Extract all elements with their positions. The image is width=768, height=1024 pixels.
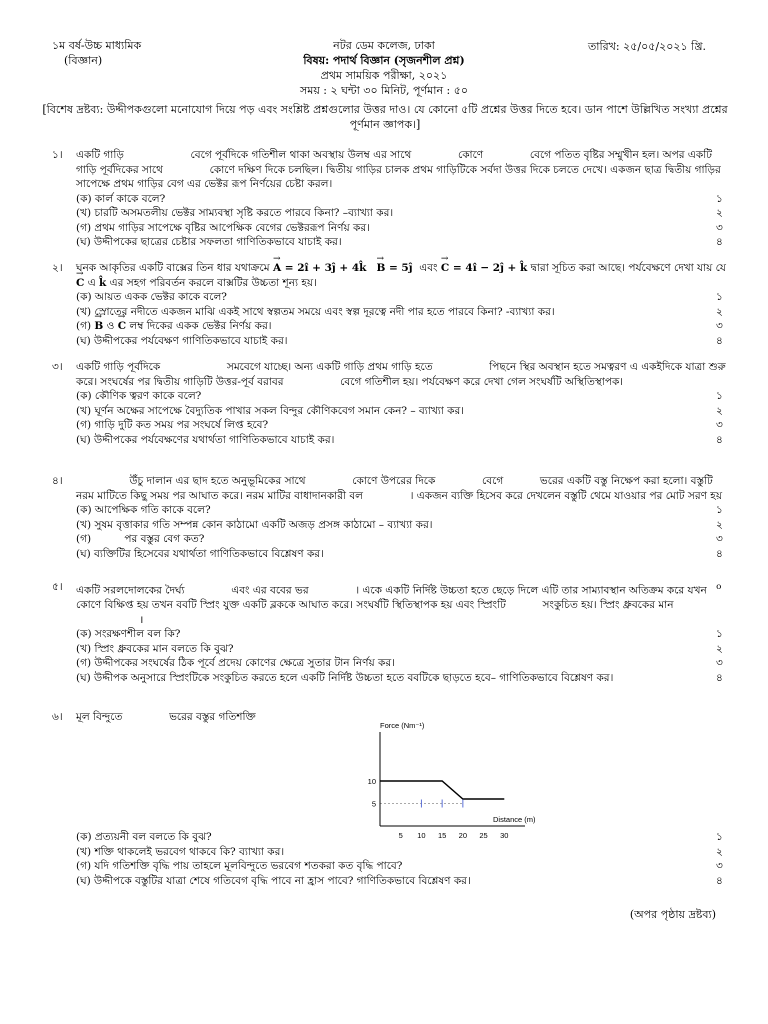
stem-part: এবং bbox=[419, 262, 438, 274]
x-axis-label: Distance (m) bbox=[493, 815, 536, 824]
stem-part: একটি গাড়ি পূর্বদিকে bbox=[76, 361, 161, 373]
y-axis-label: Force (Nm⁻¹) bbox=[380, 721, 425, 730]
question-number: ৩। bbox=[52, 361, 63, 373]
mark: ৩ bbox=[716, 419, 723, 431]
question-number: ৪। bbox=[52, 475, 63, 487]
exam-name: প্রথম সাময়িক পরীক্ষা, ২০২১ bbox=[320, 69, 448, 82]
sub-question: (খ) চারটি অসমতলীয় ভেক্টর সাম্যবস্থা সৃষ্টি করতে পারবে কিনা? –ব্যাখ্যা কর। ২ bbox=[52, 206, 732, 221]
stem-part: দ্বারা সূচিত করা আছে। পর্যবেক্ষণে দেখা যায় যে bbox=[530, 262, 726, 274]
college-name: নটর ডেম কলেজ, ঢাকা bbox=[333, 39, 435, 52]
stem-part: সংকুচিত হয়। স্প্রিং ধ্রুবকের মান bbox=[542, 599, 674, 611]
x-tick-label: 10 bbox=[417, 831, 426, 840]
mark: ৩ bbox=[716, 657, 723, 669]
sub-question: (ক) আপেক্ষিক গতি কাকে বলে? ১ bbox=[52, 503, 732, 518]
stem-part: কোণে bbox=[457, 149, 484, 161]
stem-part: কোণে দক্ষিণ দিকে চলছিল। দ্বিতীয় গাড়ির চালক প্রথম গাড়িটিকে সর্বদা উত্তর দিকে চলতে দেখে। একজন ছাত্র দ্বিতীয় গাড়ির সাপেক্ষে প্রথম গাড়ির বেগ এর ভেক্টর রূপ নির্ণয়ের চেষ্টা করল। bbox=[76, 163, 721, 190]
stem-part: বেগে পূর্বদিকে গতিশীল থাকা অবস্থায় উলম্ব এর সাথে bbox=[190, 149, 412, 161]
stem-part: ভরের একটি বস্তু নিক্ষেপ করা হলো। বস্তুটি নরম মাটিতে কিছু সময় পর আঘাত করে। নরম মাটির বাধাদানকারী বল bbox=[76, 475, 713, 502]
class-line: ১ম বর্ষ-উচ্চ মাধ্যমিক bbox=[52, 39, 142, 52]
question-4 bbox=[52, 474, 732, 561]
question-1 bbox=[52, 148, 732, 250]
mark: ১ bbox=[716, 831, 723, 843]
sub-question: (গ) যদি গতিশক্তি বৃদ্ধি পায় তাহলে মূলবিন্দুতে ভরবেগ শতকরা কত বৃদ্ধি পাবে? ৩ bbox=[52, 859, 732, 874]
x-tick-label: 20 bbox=[458, 831, 468, 840]
sub-question: (খ) স্রোতের নদীতে একজন মাঝি একই সাথে স্বল্পতম সময়ে এবং স্বল্প দূরত্বে নদী পার হতে পারবে কিনা? -ব্যাখ্যা কর। ২ bbox=[52, 305, 732, 320]
stem-part: মূল বিন্দুতে bbox=[76, 711, 123, 723]
mark: ৩ bbox=[716, 320, 723, 332]
sub-question: (ঘ) উদ্দীপকের পর্যবেক্ষণের যথার্থতা গাণিতিকভাবে যাচাই কর। ৪ bbox=[52, 433, 732, 448]
sub-question: (ক) প্রত্যয়নী বল বলতে কি বুঝ? ১ bbox=[52, 830, 732, 845]
question-number: ৬। bbox=[52, 711, 63, 723]
sub-question: (গ) গাড়ি দুটি কত সময় পর সংঘর্ষে লিপ্ত হবে? ৩ bbox=[52, 418, 732, 433]
force-distance-graph bbox=[340, 716, 540, 846]
sub-question: (খ) শক্তি থাকলেই ভরবেগ থাকবে কি? ব্যাখ্যা কর। ২ bbox=[52, 845, 732, 860]
question-stem bbox=[76, 148, 732, 192]
mark: ৪ bbox=[716, 547, 723, 560]
stem-part: বেগে পতিত বৃষ্টির সম্মুখীন হল। অপর একটি গাড়ি পূর্বদিকের সাথে bbox=[76, 149, 712, 176]
sub-question: (ক) সংরক্ষণশীল বল কি? ১ bbox=[52, 627, 732, 642]
mark: ২ bbox=[716, 845, 723, 858]
stem-part: ভরের বস্তুর গতিশক্তি bbox=[169, 711, 256, 723]
mark: ১ bbox=[716, 628, 723, 640]
stem-part: সমবেগে যাচ্ছে। অন্য একটি গাড়ি প্রথম গাড়ি হতে bbox=[226, 361, 433, 373]
class-info bbox=[52, 38, 141, 68]
sub-question: (গ) উদ্দীপকের সংঘর্ষের ঠিক পূর্বে প্রদেয় কোণের ক্ষেত্রে সুতার টান নির্ণয় কর। ৩ bbox=[52, 656, 732, 671]
mark: ৪ bbox=[716, 874, 723, 887]
sub-question: (গ) পর বস্তুর বেগ কত? ৩ bbox=[52, 532, 732, 547]
stem-part: । একজন ব্যক্তি হিসেব করে দেখলেন বস্তুটি থেমে যাওয়ার পর মোট সরণ হয় bbox=[409, 489, 722, 502]
mark: ৪ bbox=[716, 433, 723, 446]
stem-part: ঘনক আকৃতির একটি বাক্সের তিন ধার যথাক্রমে bbox=[76, 262, 270, 274]
vector-a: → A bbox=[273, 261, 281, 276]
stem-part: এবং এর ববের ভর bbox=[231, 584, 309, 597]
sub-question: (ঘ) উদ্দীপক অনুসারে স্প্রিংটিকে সংকুচিত করতে হলে একটি নির্দিষ্ট উচ্চতা হতে ববটিকে ছাড়তে হবে– গাণিতিকভাবে বিশ্লেষণ কর। ৪ bbox=[52, 671, 732, 686]
question-2 bbox=[52, 261, 732, 348]
k-hat: k̂ bbox=[99, 276, 107, 289]
stem-part: একটি সরলদোলকের দৈর্ঘ্য bbox=[76, 584, 185, 597]
stem-part: পিছনে স্থির অবস্থান হতে সমত্বরণ এ একইদিকে যাত্রা শুরু করে। সংঘর্ষের পর দ্বিতীয় গাড়িটি উত্তর-পূর্ব বরাবর bbox=[76, 361, 726, 388]
question-number: ৫। bbox=[52, 581, 63, 593]
exam-date: তারিখ: ২৫/০৫/২০২১ খ্রি. bbox=[588, 40, 706, 53]
chart-axes bbox=[380, 732, 525, 826]
sub-question: (ক) আয়ত একক ভেক্টর কাকে বলে? ১ bbox=[52, 290, 732, 305]
x-tick-label: 30 bbox=[500, 831, 509, 840]
question-3 bbox=[52, 360, 732, 447]
mark: ২ bbox=[716, 207, 723, 219]
force-line bbox=[380, 781, 504, 799]
mark: ১ bbox=[716, 192, 723, 205]
mark: ২ bbox=[716, 305, 723, 318]
mark: ২ bbox=[716, 518, 723, 531]
mark: ৩ bbox=[716, 221, 723, 234]
chart-series bbox=[380, 781, 504, 808]
sub-question: (খ) ঘূর্ণন অক্ষের সাপেক্ষে বৈদ্যুতিক পাখার সকল বিন্দুর কৌণিকবেগ সমান কেন? – ব্যাখ্যা কর। ২ bbox=[52, 404, 732, 419]
question-stem bbox=[76, 261, 732, 290]
vector-c: → C bbox=[441, 261, 449, 276]
question-5 bbox=[52, 580, 732, 685]
mark: ২ bbox=[716, 404, 723, 417]
stem-part: কোণে উপরের দিকে bbox=[352, 475, 436, 487]
subject-title: বিষয়: পদার্থ বিজ্ঞান (সৃজনশীল প্রশ্ন) bbox=[303, 54, 465, 67]
stem-part: উঁচু দালান এর ছাদ হতে অনুভূমিকের সাথে bbox=[129, 475, 306, 487]
mark: ১ bbox=[716, 390, 723, 402]
mark: ৩ bbox=[716, 533, 723, 545]
mark: ২ bbox=[716, 642, 723, 655]
x-tick-label: 25 bbox=[479, 831, 488, 840]
sub-question: (ঘ) উদ্দীপকে বস্তুটির যাত্রা শেষে গতিবেগ বৃদ্ধি পাবে না হ্রাস পাবে? গাণিতিকভাবে বিশ্লেষণ কর। ৪ bbox=[52, 874, 732, 889]
y-tick-label: 5 bbox=[371, 799, 376, 809]
degree-sign: o bbox=[716, 582, 722, 592]
sub-question: (ক) কৌণিক ত্বরণ কাকে বলে? ১ bbox=[52, 389, 732, 404]
mark: ৪ bbox=[716, 671, 723, 684]
mark: ৪ bbox=[716, 334, 723, 347]
stem-part: এর সহগ পরিবর্তন করলে বাক্সটির উচ্চতা শূন্য হয়। bbox=[109, 276, 317, 289]
mark: ১ bbox=[716, 291, 723, 303]
sub-question: (খ) স্প্রিং ধ্রুবকের মান বলতে কি বুঝ? ২ bbox=[52, 642, 732, 657]
stem-part: বেগে গতিশীল হয়। পর্যবেক্ষণ করে দেখা গেল সংঘর্ষটি অস্থিতিস্থাপক। bbox=[340, 375, 624, 388]
special-instruction: [বিশেষ দ্রষ্টব্য: উদ্দীপকগুলো মনোযোগ দিয়ে পড় এবং সংশ্লিষ্ট প্রশ্নগুলোর উত্তর দাও। যে কোনো ৫টি প্রশ্নের উত্তর দিতে হবে। ডান পাশে উল্লিখিত সংখ্যা প্রশ্নের পূর্ণমান জ্ঞাপক।] bbox=[42, 103, 728, 131]
vector-c2: → C bbox=[76, 276, 84, 291]
vector-c-eq: = 4î − 2ĵ + k̂ bbox=[449, 262, 528, 274]
question-number: ২। bbox=[52, 262, 63, 274]
stem-part: কোণে বিক্ষিপ্ত হয় তখন ববটি স্প্রিং যুক্ত একটি ব্লককে আঘাত করে। সংঘর্ষটি স্থিতিস্থাপক হয় এবং স্প্রিংটি bbox=[76, 599, 506, 611]
question-stem bbox=[76, 360, 732, 389]
question-6-subs bbox=[52, 830, 732, 888]
exam-header bbox=[170, 38, 598, 98]
vector-b-eq: = 5ĵ bbox=[385, 262, 413, 274]
force-distance-svg bbox=[340, 716, 540, 846]
stem-part: বেগে bbox=[482, 475, 504, 487]
stem-part: । একে একটি নির্দিষ্ট উচ্চতা হতে ছেড়ে দিলে এটি তার সাম্যাবস্থান অতিক্রম করে যখন bbox=[355, 584, 707, 597]
sub-question: (ঘ) উদ্দীপকের পর্যবেক্ষণ গাণিতিকভাবে যাচাই কর। ৪ bbox=[52, 334, 732, 349]
vector-a-eq: = 2î + 3ĵ + 4k̂ bbox=[281, 262, 367, 274]
stem-part: একটি গাড়ি bbox=[76, 149, 124, 161]
sub-question: (খ) সুষম বৃত্তাকার গতি সম্পন্ন কোন কাঠামো একটি অজড় প্রসঙ্গ কাঠামো – ব্যাখ্যা কর। ২ bbox=[52, 518, 732, 533]
mark: ৪ bbox=[716, 236, 723, 248]
group-line: (বিজ্ঞান) bbox=[64, 54, 103, 67]
y-tick-label: 10 bbox=[367, 777, 376, 786]
vector-b: → B bbox=[376, 261, 385, 276]
sub-question: (ঘ) উদ্দীপকের ছাত্রের চেষ্টার সফলতা গাণিতিকভাবে যাচাই কর। ৪ bbox=[52, 235, 732, 250]
sub-question: (ঘ) ব্যক্তিটির হিসেবের যথার্থতা গাণিতিকভাবে বিশ্লেষণ কর। ৪ bbox=[52, 547, 732, 562]
stem-part: । bbox=[139, 613, 144, 626]
sub-question: (গ) → B ও → C লম্ব দিকের একক ভেক্টর নির্ণয় কর। ৩ bbox=[52, 319, 732, 334]
x-tick-label: 5 bbox=[398, 831, 403, 840]
mark: ১ bbox=[716, 504, 723, 516]
page-turn-note: (অপর পৃষ্ঠায় দ্রষ্টব্য) bbox=[629, 908, 716, 921]
time-marks: সময় : ২ ঘন্টা ৩০ মিনিট, পূর্ণমান : ৫০ bbox=[299, 84, 469, 97]
x-tick-label: 15 bbox=[437, 831, 447, 840]
sub-question: (ক) কার্ল কাকে বলে? ১ bbox=[52, 192, 732, 207]
sub-question: (গ) প্রথম গাড়ির সাপেক্ষে বৃষ্টির আপেক্ষিক বেগের ভেক্টররূপ নির্ণয় কর। ৩ bbox=[52, 221, 732, 236]
question-stem bbox=[76, 474, 732, 503]
mark: ৩ bbox=[716, 860, 723, 872]
question-number: ১। bbox=[52, 149, 63, 161]
question-stem bbox=[76, 580, 732, 627]
stem-part: এ bbox=[87, 276, 96, 289]
